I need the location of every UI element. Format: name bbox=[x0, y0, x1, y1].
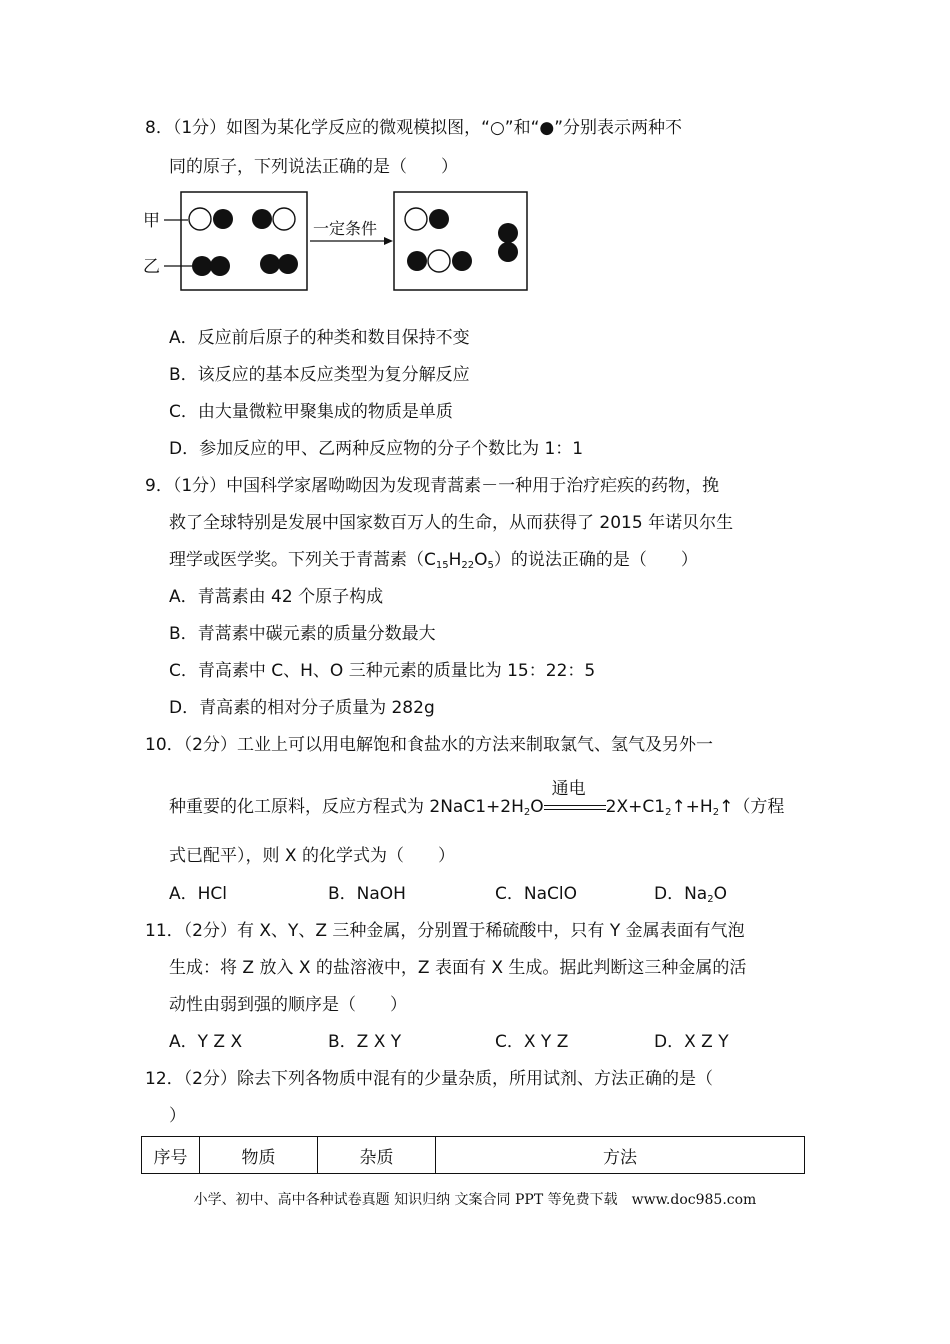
q10-option-c: C．NaClO bbox=[495, 884, 577, 904]
q10-stem-line3: 式已配平），则 X 的化学式为（ ） bbox=[169, 846, 455, 866]
q9-stem-line3: 理学或医学奖。下列关于青蒿素$(C_{15}H_{22}O_5)$的说法正确的是（ ） bbox=[169, 550, 698, 571]
q9-stem-line2: 救了全球特别是发展中国家数百万人的生命，从而获得了 2015 年诺贝尔生 bbox=[169, 513, 734, 533]
q10-stem-line1: 10．（2分）工业上可以用电解饱和食盐水的方法来制取氯气、氢气及另外一 bbox=[145, 735, 713, 755]
impurity-table bbox=[141, 1136, 805, 1174]
header-index: 序号 bbox=[142, 1137, 200, 1174]
arrow-condition-label: 一定条件 bbox=[313, 219, 378, 238]
q12-stem-line1: 12．（2分）除去下列各物质中混有的少量杂质，所用试剂、方法正确的是（ bbox=[145, 1069, 713, 1089]
q9-stem-line1: 9．（1分）中国科学家屠呦呦因为发现青蒿素－一种用于治疗疟疾的药物，挽 bbox=[145, 476, 720, 496]
q11-option-b: B．Z X Y bbox=[328, 1032, 402, 1052]
q10-option-b: B．NaOH bbox=[328, 884, 406, 904]
table-header-row bbox=[142, 1137, 805, 1174]
q11-option-c: C．X Y Z bbox=[495, 1032, 569, 1052]
q12-stem-line2: ） bbox=[169, 1106, 186, 1126]
q8-option-a: A．反应前后原子的种类和数目保持不变 bbox=[169, 328, 470, 348]
header-impurity: 杂质 bbox=[318, 1137, 436, 1174]
q8-stem-line1: 8．（1分）如图为某化学反应的微观模拟图，“○”和“●”分别表示两种不 bbox=[145, 118, 683, 138]
label-jia: 甲 bbox=[143, 211, 160, 231]
q8-option-d: D．参加反应的甲、乙两种反应物的分子个数比为 1：1 bbox=[169, 439, 584, 459]
q10-option-a: A．HCl bbox=[169, 884, 228, 904]
reaction-diagram bbox=[140, 187, 540, 297]
q8-option-b: B．该反应的基本反应类型为复分解反应 bbox=[169, 365, 470, 385]
q8-stem-line2: 同的原子，下列说法正确的是（ ） bbox=[169, 157, 458, 177]
header-substance: 物质 bbox=[200, 1137, 318, 1174]
q9-option-d: D．青高素的相对分子质量为 282g bbox=[169, 698, 435, 718]
q11-stem-line2: 生成：将 Z 放入 X 的盐溶液中，Z 表面有 X 生成。据此判断这三种金属的活 bbox=[169, 958, 747, 978]
electrolysis-condition: 通电 bbox=[544, 795, 606, 819]
header-method: 方法 bbox=[436, 1137, 805, 1174]
q10-equation-line: 种重要的化工原料，反应方程式为 $2NaC1+2H_2O$ 通电 $2X+C1_2↑+H_2↑$（方程 bbox=[169, 779, 785, 818]
q8-option-c: C．由大量微粒甲聚集成的物质是单质 bbox=[169, 402, 453, 422]
q11-stem-line1: 11．（2分）有 X、Y、Z 三种金属，分别置于稀硫酸中，只有 Y 金属表面有气泡 bbox=[145, 921, 745, 941]
q10-option-d: D．$Na_2O$ bbox=[654, 884, 727, 905]
q9-option-b: B．青蒿素中碳元素的质量分数最大 bbox=[169, 624, 436, 644]
page-footer: 小学、初中、高中各种试卷真题 知识归纳 文案合同 PPT 等免费下载 www.doc985.com bbox=[193, 1192, 757, 1208]
q11-option-d: D．X Z Y bbox=[654, 1032, 729, 1052]
q11-stem-line3: 动性由弱到强的顺序是（ ） bbox=[169, 995, 407, 1015]
label-yi: 乙 bbox=[143, 257, 160, 277]
q9-option-c: C．青高素中 C、H、O 三种元素的质量比为 15：22：5 bbox=[169, 661, 596, 681]
q11-option-a: A．Y Z X bbox=[169, 1032, 243, 1052]
q9-option-a: A．青蒿素由 42 个原子构成 bbox=[169, 587, 384, 607]
